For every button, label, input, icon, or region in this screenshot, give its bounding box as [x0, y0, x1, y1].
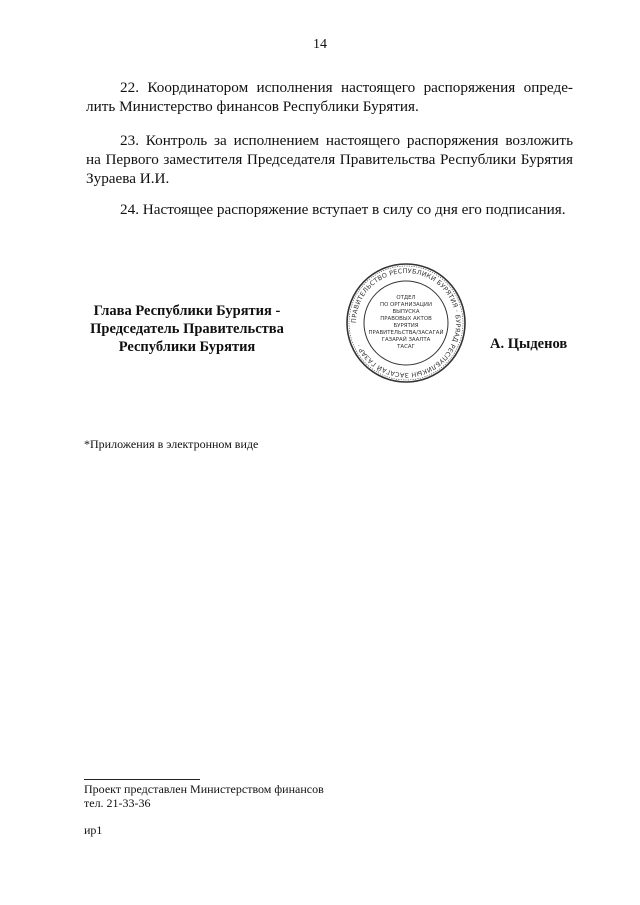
paragraph-23: [86, 131, 573, 188]
signatory-title-line: Республики Бурятия: [118, 339, 256, 355]
seal-center-text: ВЫПУСКА: [392, 309, 420, 315]
signatory-title-line: Глава Республики Бурятия -: [93, 303, 281, 319]
seal-center-text: ПРАВОВЫХ АКТОВ: [380, 316, 432, 322]
seal-center-text: ПРАВИТЕЛЬСТВА/ЗАСАГАЙ: [368, 330, 444, 336]
paragraph-line: 24. Настоящее распоряжение вступает в силу со дня его подписания.: [120, 201, 566, 218]
seal-center-text: ПО ОРГАНИЗАЦИИ: [380, 302, 432, 308]
paragraph-line: лить Министерство финансов Республики Бурятия.: [86, 98, 419, 115]
seal-center-text: ОТДЕЛ: [396, 295, 416, 301]
appendix-note: *Приложения в электронном виде: [84, 437, 259, 451]
signatory-title-line: Председатель Правительства: [90, 321, 284, 337]
footnote-divider: [84, 779, 200, 780]
paragraph-line: Зураева И.И.: [86, 170, 170, 187]
executor-initials: ир1: [84, 823, 103, 837]
footnote: [84, 782, 324, 810]
paragraph-24: [86, 200, 573, 219]
footnote-line: тел. 21-33-36: [84, 796, 151, 810]
footnote-line: Проект представлен Министерством финансов: [84, 782, 324, 796]
paragraph-line: 23. Контроль за исполнением настоящего распоряжения возложить: [120, 132, 573, 149]
seal-ring-text: ПРАВИТЕЛЬСТВО РЕСПУБЛИКИ БУРЯТИЯ · БУРЯАД РЕСПУБЛИКЫН ЗАСАГАЙ ГАЗАР ·: [349, 266, 463, 380]
paragraph-22: [86, 78, 573, 116]
paragraph-line: на Первого заместителя Председателя Правительства Республики Бурятия: [86, 151, 573, 168]
signatory-name: А. Цыденов: [490, 336, 568, 352]
seal-center-text: ГАЗАРАЙ ЗААЛТА: [381, 337, 431, 343]
signatory-title: [80, 302, 294, 356]
official-seal: [345, 262, 467, 384]
page-number: 14: [313, 37, 327, 52]
seal-center-text: БУРЯТИЯ: [393, 323, 419, 329]
paragraph-line: 22. Координатором исполнения настоящего распоряжения опреде-: [120, 79, 573, 96]
seal-center-text: ТАСАГ: [397, 344, 415, 350]
